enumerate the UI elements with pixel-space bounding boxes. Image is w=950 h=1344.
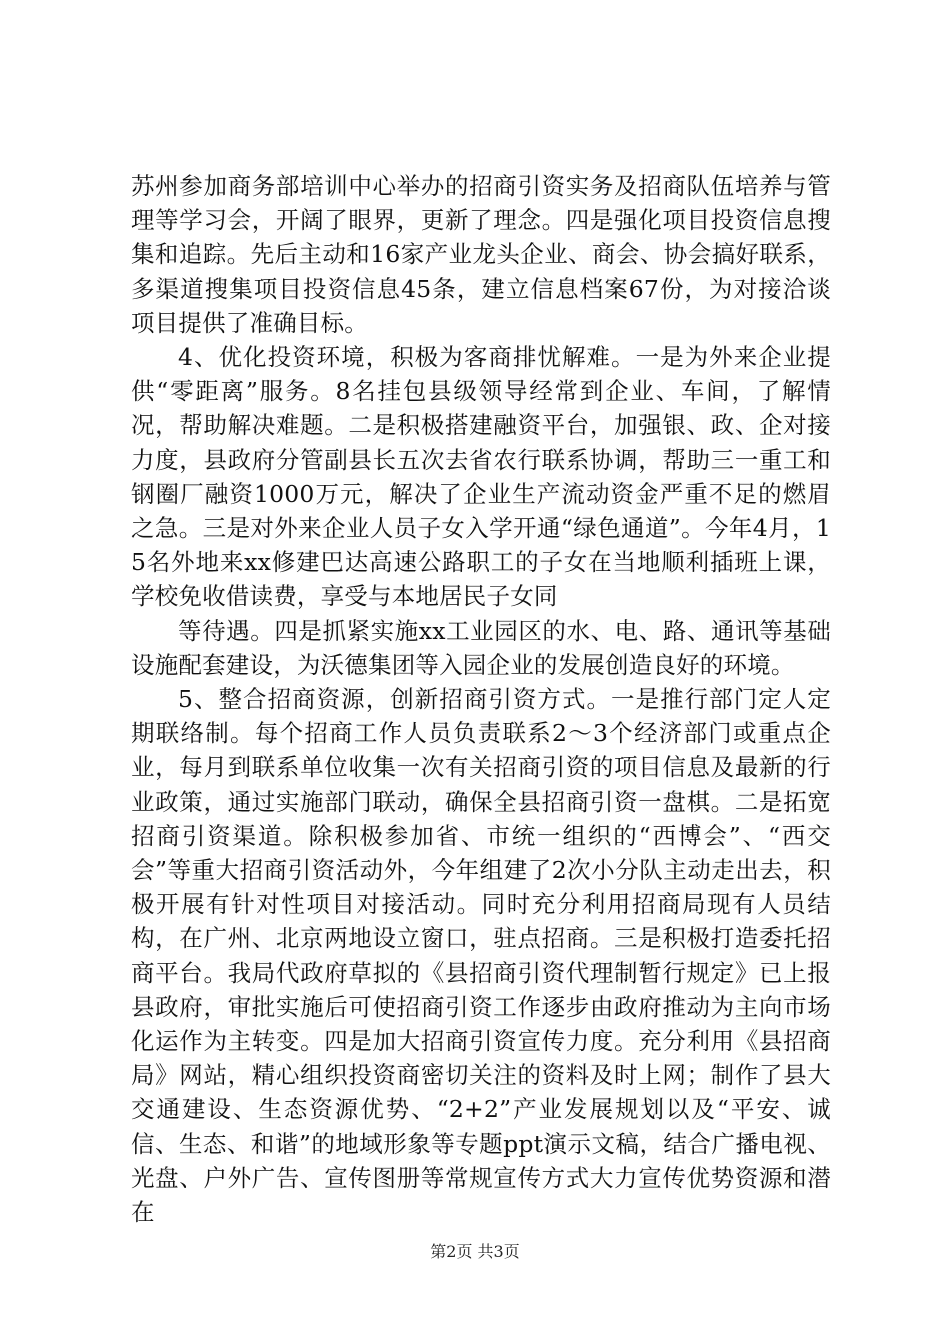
paragraph-3: 等待遇。四是抓紧实施xx工业园区的水、电、路、通讯等基础设施配套建设，为沃德集团等入园企业的发展创造良好的环境。 [131,616,831,679]
paragraph-4: 5、整合招商资源，创新招商引资方式。一是推行部门定人定期联络制。每个招商工作人员负责联系2～3个经济部门或重点企业，每月到联系单位收集一次有关招商引资的项目信息及最新的行业政策，通过实施部门联动，确保全县招商引资一盘棋。二是拓宽招商引资渠道。除积极参加省、市统一组织的“西博会”、“西交会”等重大招商引资活动外，今年组建了2次小分队主动走出去，积极开展有针对性项目对接活动。同时充分利用招商局现有人员结构，在广州、北京两地设立窗口，驻点招商。三是积极打造委托招商平台。我局代政府草拟的《县招商引资代理制暂行规定》已上报县政府，审批实施后可使招商引资工作逐步由政府推动为主向市场化运作为主转变。四是加大招商引资宣传力度。充分利用《县招商局》网站，精心组织投资商密切关注的资料及时上网；制作了县大交通建设、生态资源优势、“2+2”产业发展规划以及“平安、诚信、生态、和谐”的地域形象等专题ppt演示文稿，结合广播电视、光盘、户外广告、宣传图册等常规宣传方式大力宣传优势资源和潜在 [131,685,831,1227]
page-footer: 第2页 共3页 [430,1242,520,1261]
paragraph-1: 苏州参加商务部培训中心举办的招商引资实务及招商队伍培养与管理等学习会，开阔了眼界，更新了理念。四是强化项目投资信息搜集和追踪。先后主动和16家产业龙头企业、商会、协会搞好联系，多渠道搜集项目投资信息45条，建立信息档案67份，为对接洽谈项目提供了准确目标。 [131,172,831,337]
document-body [131,169,831,1229]
paragraph-2: 4、优化投资环境，积极为客商排忧解难。一是为外来企业提供“零距离”服务。8名挂包县级领导经常到企业、车间，了解情况，帮助解决难题。二是积极搭建融资平台，加强银、政、企对接力度，县政府分管副县长五次去省农行联系协调，帮助三一重工和钢圈厂融资1000万元，解决了企业生产流动资金严重不足的燃眉之急。三是对外来企业人员子女入学开通“绿色通道”。今年4月，15名外地来xx修建巴达高速公路职工的子女在当地顺利插班上课，学校免收借读费，享受与本地居民子女同 [131,343,831,611]
